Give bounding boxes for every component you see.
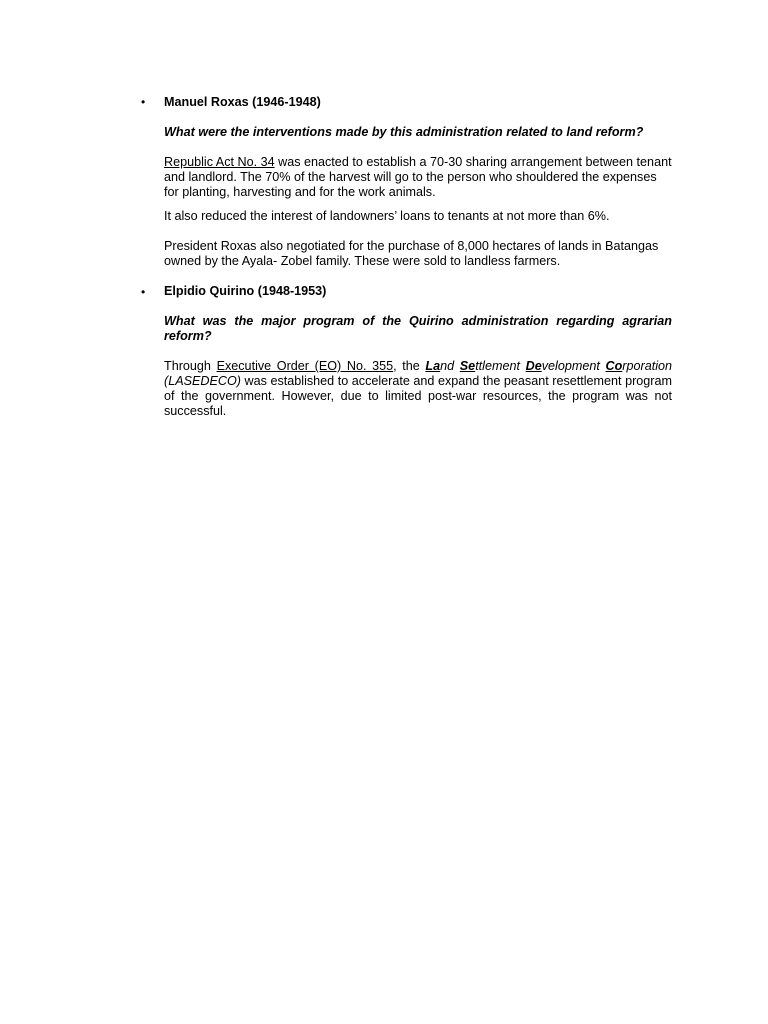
section-question: What was the major program of the Quirino administration regarding agrarian reform? <box>164 314 672 343</box>
paragraph-text: , the <box>393 359 426 373</box>
law-reference: Republic Act No. 34 <box>164 155 275 169</box>
paragraph-batangas: President Roxas also negotiated for the purchase of 8,000 hectares of lands in Batangas owned by the Ayala- Zobel family. These were sold to landless farmers. <box>164 239 659 268</box>
agency-initial: Co <box>605 359 623 373</box>
section-heading: Elpidio Quirino (1948-1953) <box>164 284 327 298</box>
agency-name-part: velopment <box>541 359 606 373</box>
agency-initial: Se <box>459 359 476 373</box>
agency-name-part: ttlement <box>475 359 526 373</box>
agency-name-part: rporation <box>622 359 673 373</box>
agency-initial: La <box>425 359 441 373</box>
bullet-icon: • <box>141 95 146 109</box>
paragraph-text: was enacted to establish a 70-30 sharing arrangement between tenant and landlord. The 70% of the harvest will go to the person who shouldered the expenses for planting, harvesting and for the work animals. <box>164 155 672 199</box>
paragraph-text: Through <box>164 359 217 373</box>
section-heading: Manuel Roxas (1946-1948) <box>164 95 321 109</box>
paragraph-text: was established to accelerate and expand the peasant resettlement program of the government. However, due to limited post-war resources, the program was not successful. <box>164 374 672 418</box>
bullet-icon: • <box>141 285 146 299</box>
paragraph-lasedeco <box>164 359 672 419</box>
agency-initial: De <box>525 359 542 373</box>
agency-acronym: (LASEDECO) <box>164 374 241 388</box>
law-reference: Executive Order (EO) No. 355 <box>216 359 394 373</box>
section-question: What were the interventions made by this administration related to land reform? <box>164 125 644 139</box>
agency-name-part: nd <box>440 359 460 373</box>
paragraph-interest: It also reduced the interest of landowners’ loans to tenants at not more than 6%. <box>164 209 610 223</box>
paragraph-republic-act <box>164 155 672 200</box>
